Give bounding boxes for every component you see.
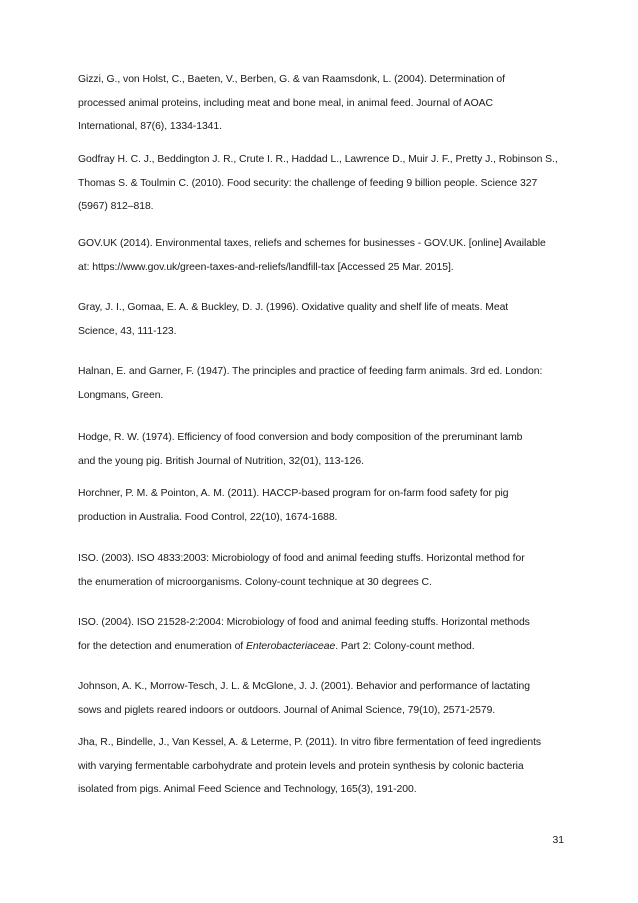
reference-line: Science, 43, 111-123. [78, 325, 177, 337]
reference-entry [78, 360, 566, 407]
reference-line: Hodge, R. W. (1974). Efficiency of food conversion and body composition of the preruminant lamb [78, 432, 523, 443]
italic-term: Enterobacteriaceae [245, 640, 336, 652]
reference-entry [78, 68, 566, 139]
reference-line: Gizzi, G., von Holst, C., Baeten, V., Berben, G. & van Raamsdonk, L. (2004). Determination of [78, 74, 505, 85]
reference-line: Horchner, P. M. & Pointon, A. M. (2011). HACCP-based program for on-farm food safety for pig [78, 488, 509, 499]
reference-entry [78, 547, 566, 594]
reference-line: GOV.UK (2014). Environmental taxes, reliefs and schemes for businesses - GOV.UK. [online] Available [78, 238, 546, 249]
reference-line: and the young pig. British Journal of Nutrition, 32(01), 113-126. [78, 455, 364, 467]
reference-entry [78, 611, 566, 658]
reference-line: (5967) 812–818. [78, 201, 154, 212]
reference-line: processed animal proteins, including meat and bone meal, in animal feed. Journal of AOAC [78, 97, 493, 109]
reference-entry [78, 296, 566, 343]
page-number: 31 [552, 835, 564, 846]
reference-entry [78, 731, 566, 802]
reference-line: Johnson, A. K., Morrow-Tesch, J. L. & McGlone, J. J. (2001). Behavior and performance of lactating [78, 681, 530, 692]
reference-line: Jha, R., Bindelle, J., Van Kessel, A. & Leterme, P. (2011). In vitro fibre fermentation of feed ingredients [78, 737, 542, 748]
reference-line: isolated from pigs. Animal Feed Science and Technology, 165(3), 191-200. [78, 784, 417, 795]
reference-line: the enumeration of microorganisms. Colony-count technique at 30 degrees C. [78, 576, 432, 588]
reference-line: Godfray H. C. J., Beddington J. R., Crute I. R., Haddad L., Lawrence D., Muir J. F., Pretty J., Robinson S., [78, 154, 558, 165]
reference-line: Thomas S. & Toulmin C. (2010). Food security: the challenge of feeding 9 billion people. Science 327 [78, 177, 538, 189]
reference-entry [78, 482, 566, 529]
reference-line: sows and piglets reared indoors or outdoors. Journal of Animal Science, 79(10), 2571-2579. [78, 704, 496, 716]
reference-line: Gray, J. I., Gomaa, E. A. & Buckley, D. J. (1996). Oxidative quality and shelf life of meats. Meat [78, 302, 509, 313]
reference-entry [78, 232, 566, 279]
reference-line: production in Australia. Food Control, 22(10), 1674-1688. [78, 511, 338, 523]
reference-line: Halnan, E. and Garner, F. (1947). The principles and practice of feeding farm animals. 3rd ed. London: [78, 366, 543, 377]
reference-line: International, 87(6), 1334-1341. [78, 121, 222, 132]
reference-line: with varying fermentable carbohydrate and protein levels and protein synthesis by colonic bacteria [78, 760, 524, 772]
reference-entry [78, 426, 566, 473]
reference-entry [78, 148, 566, 219]
reference-line: for the detection and enumeration of Enterobacteriaceae. Part 2: Colony-count method. [78, 640, 475, 652]
reference-line: ISO. (2003). ISO 4833:2003: Microbiology of food and animal feeding stuffs. Horizontal method for [78, 553, 525, 564]
reference-line: Longmans, Green. [78, 389, 164, 401]
reference-entry [78, 675, 566, 722]
reference-line: at: https://www.gov.uk/green-taxes-and-reliefs/landfill-tax [Accessed 25 Mar. 2015]. [78, 261, 454, 273]
reference-line: ISO. (2004). ISO 21528-2:2004: Microbiology of food and animal feeding stuffs. Horizontal methods [78, 617, 530, 628]
